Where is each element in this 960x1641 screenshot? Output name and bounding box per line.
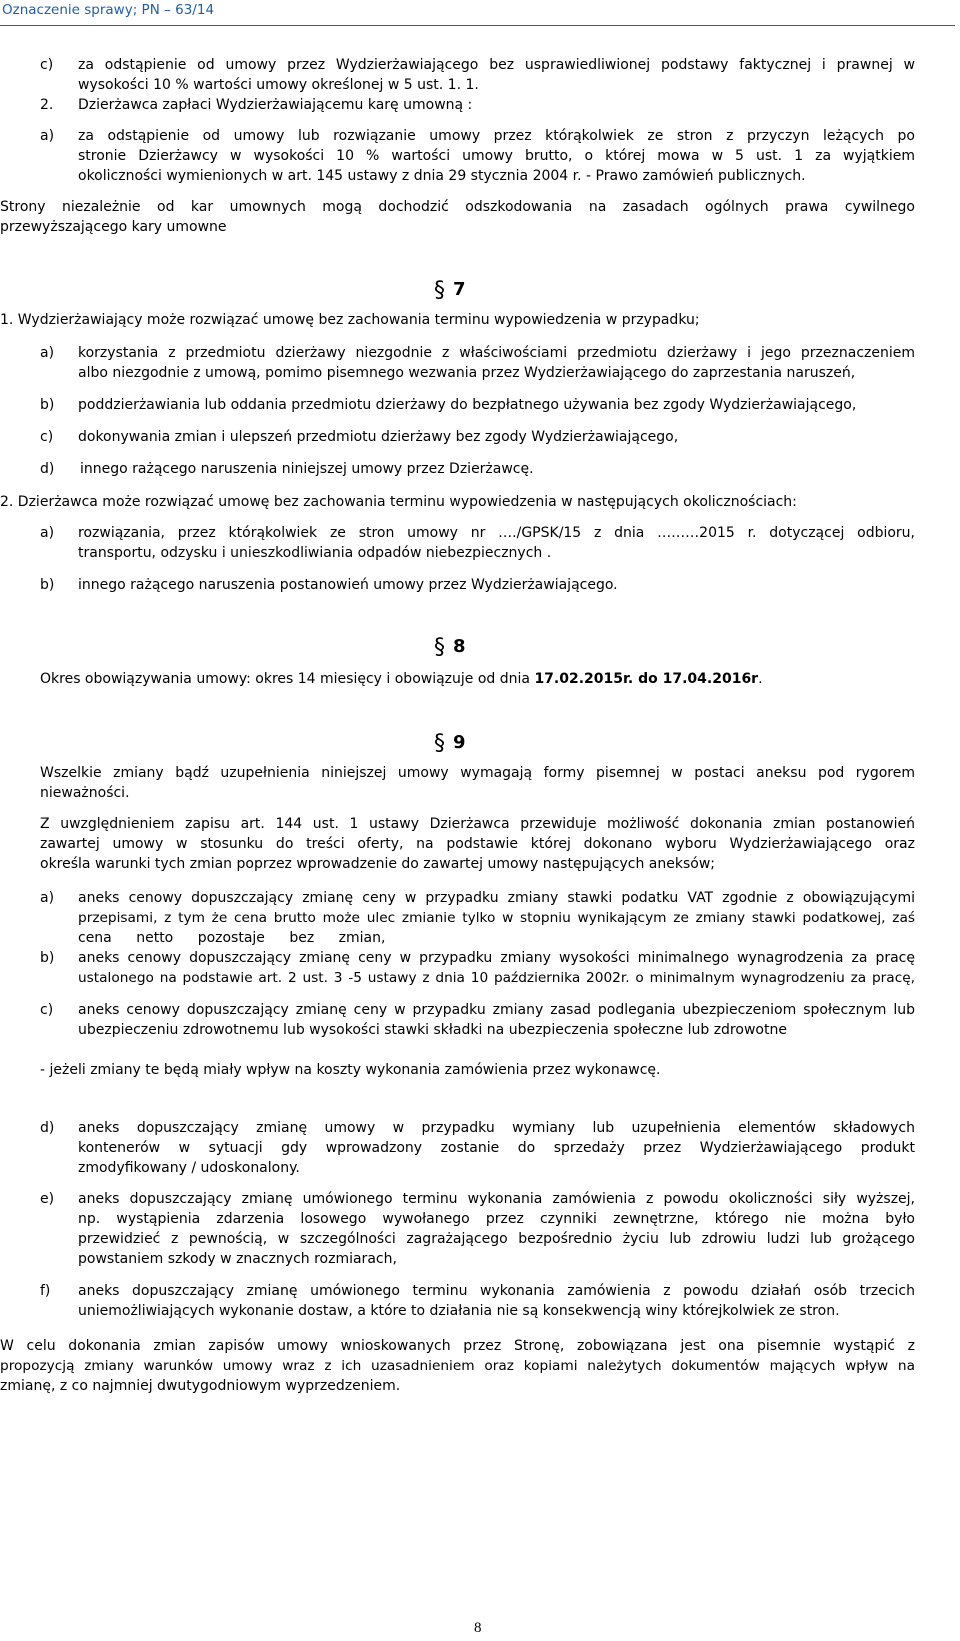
text-line: - jeżeli zmiany te będą miały wpływ na koszty wykonania zamówienia przez wykonawcę. bbox=[40, 1062, 661, 1078]
list-marker: b) bbox=[40, 397, 55, 413]
text-line: cena netto pozostaje bez zmian, bbox=[78, 930, 386, 946]
text-line: aneks cenowy dopuszczający zmianę ceny w przypadku zmiany stawki podatku VAT zgodnie z obowiązującymi bbox=[78, 890, 915, 906]
list-marker: a) bbox=[40, 128, 55, 144]
text-line: powstaniem szkody w znacznych rozmiarach, bbox=[78, 1251, 397, 1267]
list-marker: a) bbox=[40, 890, 55, 906]
section-heading: § 8 bbox=[434, 635, 466, 660]
text-line: korzystania z przedmiotu dzierżawy niezgodnie z właściwościami przedmiotu dzierżawy i jego przeznaczeniem bbox=[78, 345, 915, 361]
text-line: przewyższającego kary umowne bbox=[0, 219, 227, 235]
case-reference: Oznaczenie sprawy; PN – 63/14 bbox=[2, 2, 215, 18]
section-sign-icon: § bbox=[434, 731, 445, 756]
text-line: aneks dopuszczający zmianę umówionego terminu wykonania zamówienia z powodu okoliczności siły wyższej, bbox=[78, 1191, 915, 1207]
text-line: rozwiązania, przez którąkolwiek ze stron umowy nr …./GPSK/15 z dnia ………2015 r. dotyczącej odbioru, bbox=[78, 525, 915, 541]
list-marker: d) bbox=[40, 461, 55, 477]
header-divider bbox=[0, 25, 955, 26]
text-line: nieważności. bbox=[40, 785, 130, 801]
text-line: propozycją zmiany warunków umowy wraz z ich uzasadnieniem oraz kopiami należytych dokumentów mających wpływ na bbox=[0, 1358, 915, 1374]
list-marker: a) bbox=[40, 525, 55, 541]
page-number: 8 bbox=[474, 1620, 482, 1636]
text-line: Wszelkie zmiany bądź uzupełnienia niniejszej umowy wymagają formy pisemnej w postaci aneksu pod rygorem bbox=[40, 765, 915, 781]
list-marker: a) bbox=[40, 345, 55, 361]
list-marker: b) bbox=[40, 950, 55, 966]
text-line: np. wystąpienia zdarzenia losowego wywołanego przez czynniki zewnętrzne, którego nie można było bbox=[78, 1211, 915, 1227]
list-marker: c) bbox=[40, 1002, 54, 1018]
section-sign-icon: § bbox=[434, 635, 445, 660]
text-line: kontenerów w sytuacji gdy wprowadzony zostanie do sprzedaży przez Wydzierżawiającego produkt bbox=[78, 1140, 915, 1156]
text-line: ustalonego na podstawie art. 2 ust. 3 -5 ustawy z dnia 10 października 2002r. o minimalnym wynagrodzeniu za pracę, bbox=[78, 970, 915, 986]
text-line: aneks dopuszczający zmianę umówionego terminu wykonania zamówienia z powodu działań osób trzecich bbox=[78, 1283, 915, 1299]
text-line: za odstąpienie od umowy przez Wydzierżawiającego bez usprawiedliwionej podstawy faktycznej i prawnej w bbox=[78, 57, 915, 73]
text-line: innego rażącego naruszenia niniejszej umowy przez Dzierżawcę. bbox=[80, 461, 534, 477]
text-line: przewidzieć z pewnością, w szczególności zagrażającego bezpośrednio życiu lub zdrowiu ludzi lub grożącego bbox=[78, 1231, 915, 1247]
list-marker: d) bbox=[40, 1120, 55, 1136]
section-heading: § 7 bbox=[434, 278, 466, 303]
list-marker: f) bbox=[40, 1283, 51, 1299]
list-marker: c) bbox=[40, 429, 54, 445]
text-line: Z uwzględnieniem zapisu art. 144 ust. 1 ustawy Dzierżawca przewiduje możliwość dokonania zmian postanowień bbox=[40, 816, 915, 832]
text-line: określa warunki tych zmian poprzez wprowadzenie do zawartej umowy następujących aneksów; bbox=[40, 856, 716, 872]
text-line: albo niezgodnie z umową, pomimo pisemnego wezwania przez Wydzierżawiającego do zaprzestania naruszeń, bbox=[78, 365, 856, 381]
page-header bbox=[0, 0, 960, 30]
text-line: 1. Wydzierżawiający może rozwiązać umowę bez zachowania terminu wypowiedzenia w przypadku; bbox=[0, 312, 700, 328]
text-line: 2. Dzierżawca może rozwiązać umowę bez zachowania terminu wypowiedzenia w następujących okolicznościach: bbox=[0, 494, 797, 510]
text-line: zmianę, z co najmniej dwutygodniowym wyprzedzeniem. bbox=[0, 1378, 401, 1394]
text-line: stronie Dzierżawcy w wysokości 10 % wartości umowy brutto, o której mowa w 5 ust. 1 za wyjątkiem bbox=[78, 148, 915, 164]
text-line: uniemożliwiających wykonanie dostaw, a które to działania nie są konsekwencją winy którejkolwiek ze stron. bbox=[78, 1303, 840, 1319]
text-line: zawartej umowy w stosunku do treści oferty, na podstawie której dokonano wyboru Wydzierżawiającego oraz bbox=[40, 836, 915, 852]
text-line: poddzierżawiania lub oddania przedmiotu dzierżawy do bezpłatnego używania bez zgody Wydzierżawiającego, bbox=[78, 397, 857, 413]
list-marker: e) bbox=[40, 1191, 55, 1207]
section-sign-icon: § bbox=[434, 278, 445, 303]
text-line: aneks cenowy dopuszczający zmianę ceny w przypadku zmiany zasad podlegania ubezpieczeniom społecznym lub bbox=[78, 1002, 915, 1018]
text-line: Strony niezależnie od kar umownych mogą dochodzić odszkodowania na zasadach ogólnych prawa cywilnego bbox=[0, 199, 915, 215]
text-line: W celu dokonania zmian zapisów umowy wnioskowanych przez Stronę, zobowiązana jest ona pisemnie wystąpić z bbox=[0, 1338, 915, 1354]
text-line: aneks cenowy dopuszczający zmianę ceny w przypadku zmiany wysokości minimalnego wynagrodzenia za pracę bbox=[78, 950, 915, 966]
text-line: wysokości 10 % wartości umowy określonej w 5 ust. 1. 1. bbox=[78, 77, 479, 93]
text-line: Dzierżawca zapłaci Wydzierżawiającemu karę umowną : bbox=[78, 97, 473, 113]
text-line: dokonywania zmian i ulepszeń przedmiotu dzierżawy bez zgody Wydzierżawiającego, bbox=[78, 429, 679, 445]
text-line: innego rażącego naruszenia postanowień umowy przez Wydzierżawiającego. bbox=[78, 577, 618, 593]
text-line: Okres obowiązywania umowy: okres 14 miesięcy i obowiązuje od dnia 17.02.2015r. do 17.04.2016r. bbox=[40, 671, 763, 687]
section-heading: § 9 bbox=[434, 731, 466, 756]
text-line: przepisami, z tym że cena brutto może ulec zmianie tylko w stopniu wynikającym ze zmiany stawki podatkowej, zaś bbox=[78, 910, 915, 926]
text-line: aneks dopuszczający zmianę umowy w przypadku wymiany lub uzupełnienia elementów składowych bbox=[78, 1120, 915, 1136]
list-marker: 2. bbox=[40, 97, 54, 113]
list-marker: b) bbox=[40, 577, 55, 593]
text-line: za odstąpienie od umowy lub rozwiązanie umowy przez którąkolwiek ze stron z przyczyn leżących po bbox=[78, 128, 915, 144]
text-line: ubezpieczeniu zdrowotnemu lub wysokości stawki składki na ubezpieczenia społeczne lub zdrowotne bbox=[78, 1022, 787, 1038]
text-line: zmodyfikowany / udoskonalony. bbox=[78, 1160, 300, 1176]
list-marker: c) bbox=[40, 57, 54, 73]
text-line: okoliczności wymienionych w art. 145 ustawy z dnia 29 stycznia 2004 r. - Prawo zamówień publicznych. bbox=[78, 168, 806, 184]
text-line: transportu, odzysku i unieszkodliwiania odpadów niebezpiecznych . bbox=[78, 545, 552, 561]
